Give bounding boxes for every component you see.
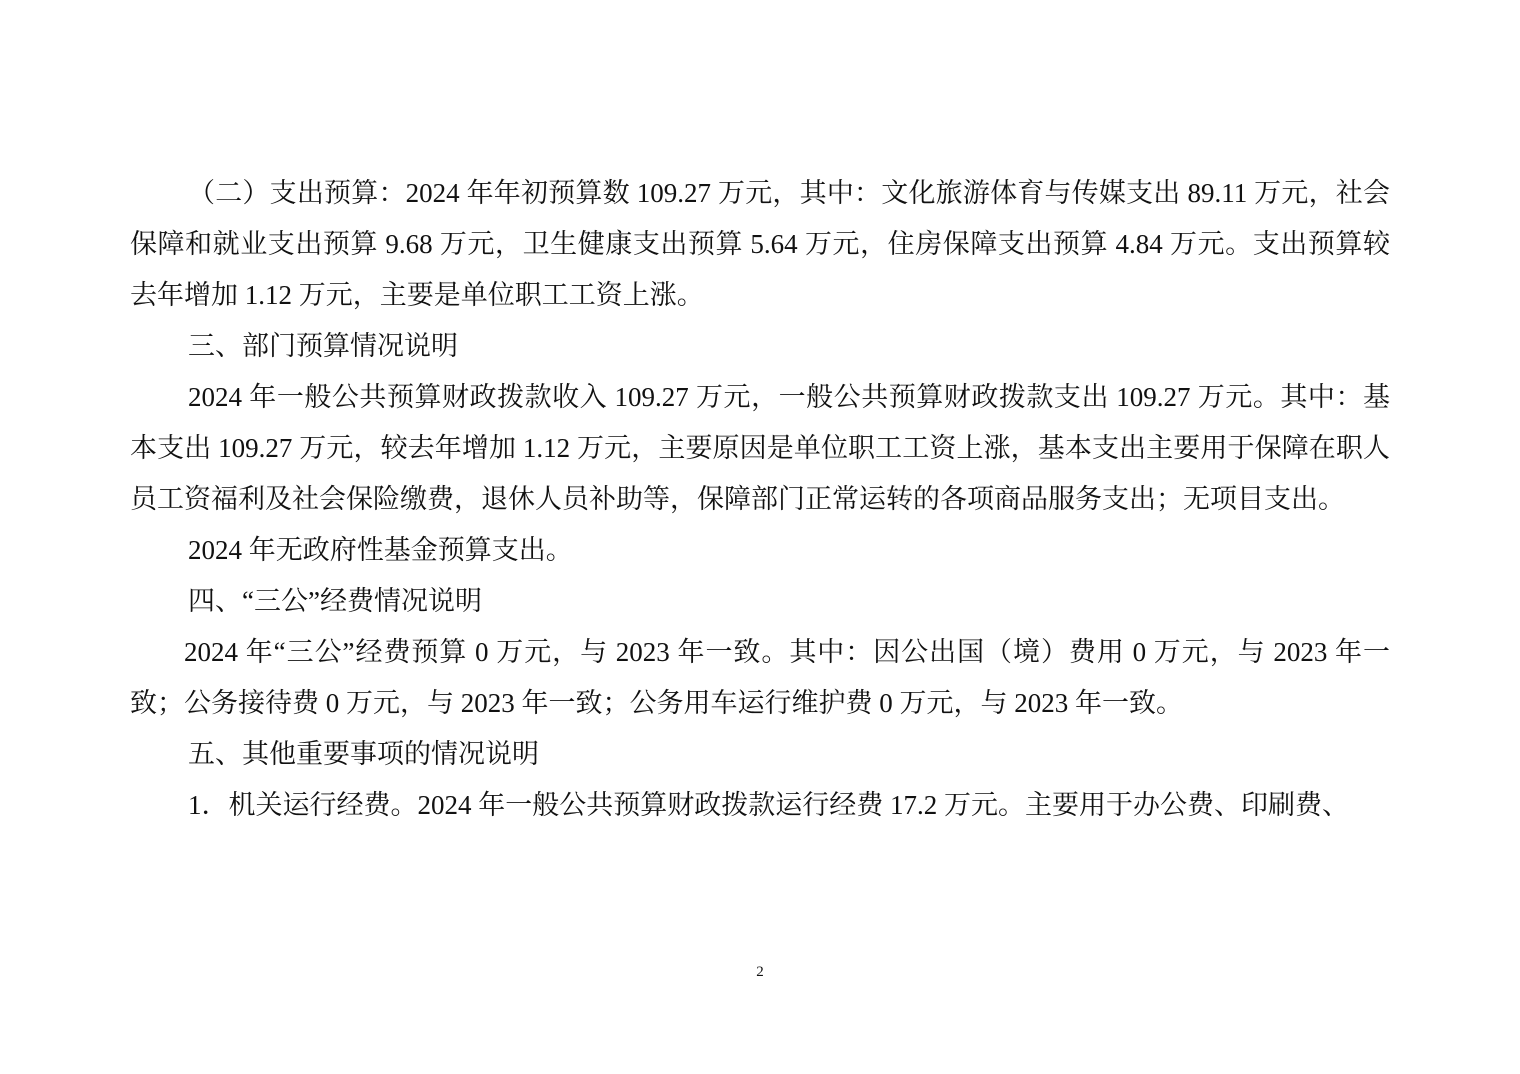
paragraph-department-budget: 2024 年一般公共预算财政拨款收入 109.27 万元，一般公共预算财政拨款支出 109.27 万元。其中：基本支出 109.27 万元，较去年增加 1.12 万元，主要原因是单位职工工资上涨，基本支出主要用于保障在职人员工资福利及社会保险缴费，退休人员补助等，保障部门正常运转的各项商品服务支出；无项目支出。 — [130, 382, 1390, 514]
paragraph-three-public-expenses: 2024 年“三公”经费预算 0 万元，与 2023 年一致。其中：因公出国（境）费用 0 万元，与 2023 年一致；公务接待费 0 万元，与 2023 年一致；公务用车运行维护费 0 万元，与 2023 年一致。 — [130, 637, 1390, 718]
heading-three-public-expenses: 四、“三公”经费情况说明 — [188, 586, 482, 616]
document-body — [130, 168, 1390, 831]
paragraph-government-fund: 2024 年无政府性基金预算支出。 — [188, 535, 573, 565]
paragraph-operating-expenses: 1．机关运行经费。2024 年一般公共预算财政拨款运行经费 17.2 万元。主要用于办公费、印刷费、 — [188, 790, 1349, 820]
paragraph-expenditure-budget: （二）支出预算：2024 年年初预算数 109.27 万元，其中：文化旅游体育与传媒支出 89.11 万元，社会保障和就业支出预算 9.68 万元，卫生健康支出预算 5.64 万元，住房保障支出预算 4.84 万元。支出预算较去年增加 1.12 万元，主要是单位职工工资上涨。 — [130, 178, 1390, 310]
heading-department-budget: 三、部门预算情况说明 — [188, 331, 458, 361]
page-number: 2 — [756, 964, 764, 980]
heading-other-matters: 五、其他重要事项的情况说明 — [188, 739, 539, 769]
